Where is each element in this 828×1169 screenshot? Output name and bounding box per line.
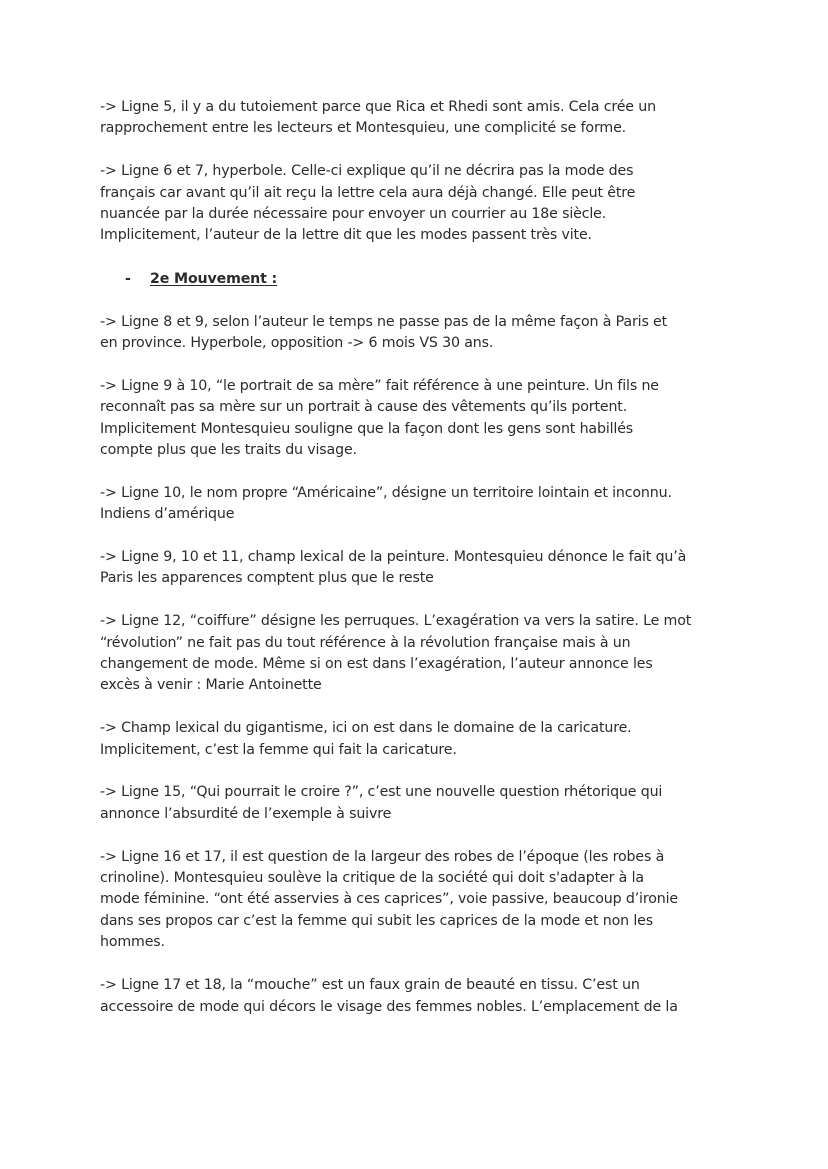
text-line: annonce l’absurdité de l’exemple à suivre bbox=[100, 805, 392, 822]
bullet-dash: - bbox=[125, 270, 131, 287]
text-line: rapprochement entre les lecteurs et Montesquieu, une complicité se forme. bbox=[100, 120, 627, 137]
document-body bbox=[100, 97, 740, 1039]
text-line: crinoline). Montesquieu soulève la critique de la société qui doit s'adapter à la bbox=[100, 870, 644, 887]
text-line: -> Champ lexical du gigantisme, ici on est dans le domaine de la caricature. bbox=[100, 720, 632, 737]
text-line: -> Ligne 17 et 18, la “mouche” est un faux grain de beauté en tissu. C’est un bbox=[100, 977, 640, 994]
text-line: -> Ligne 6 et 7, hyperbole. Celle-ci explique qu’il ne décrira pas la mode des bbox=[100, 163, 634, 180]
text-line: -> Ligne 9, 10 et 11, champ lexical de la peinture. Montesquieu dénonce le fait qu’à bbox=[100, 549, 687, 566]
paragraph-ligne-12 bbox=[100, 611, 740, 697]
text-line: -> Ligne 15, “Qui pourrait le croire ?”, c’est une nouvelle question rhétorique qui bbox=[100, 784, 663, 801]
paragraph-ligne-9-10-11 bbox=[100, 547, 740, 590]
paragraph-ligne-16-17 bbox=[100, 847, 740, 954]
text-line: changement de mode. Même si on est dans l’exagération, l’auteur annonce les bbox=[100, 656, 653, 673]
text-line: -> Ligne 8 et 9, selon l’auteur le temps ne passe pas de la même façon à Paris et bbox=[100, 313, 668, 330]
paragraph-ligne-15 bbox=[100, 782, 740, 825]
section-heading-text: 2e Mouvement : bbox=[150, 270, 278, 287]
text-line: mode féminine. “ont été asservies à ces caprices”, voie passive, beaucoup d’ironie bbox=[100, 891, 678, 908]
paragraph-ligne-10 bbox=[100, 483, 740, 526]
text-line: Implicitement, l’auteur de la lettre dit que les modes passent très vite. bbox=[100, 227, 592, 244]
text-line: “révolution” ne fait pas du tout référence à la révolution française mais à un bbox=[100, 634, 631, 651]
text-line: reconnaît pas sa mère sur un portrait à cause des vêtements qu’ils portent. bbox=[100, 399, 628, 416]
text-line: excès à venir : Marie Antoinette bbox=[100, 677, 322, 694]
text-line: Indiens d’amérique bbox=[100, 506, 235, 523]
section-heading bbox=[100, 269, 740, 290]
text-line: dans ses propos car c’est la femme qui subit les caprices de la mode et non les bbox=[100, 912, 653, 929]
text-line: nuancée par la durée nécessaire pour envoyer un courrier au 18e siècle. bbox=[100, 206, 607, 223]
text-line: -> Ligne 5, il y a du tutoiement parce que Rica et Rhedi sont amis. Cela crée un bbox=[100, 99, 656, 115]
text-line: Paris les apparences comptent plus que le reste bbox=[100, 570, 434, 587]
text-line: français car avant qu’il ait reçu la lettre cela aura déjà changé. Elle peut être bbox=[100, 184, 636, 201]
paragraph-ligne-8-9 bbox=[100, 312, 740, 355]
text-line: -> Ligne 16 et 17, il est question de la largeur des robes de l’époque (les robes à bbox=[100, 848, 665, 865]
text-line: accessoire de mode qui décors le visage des femmes nobles. L’emplacement de la bbox=[100, 998, 678, 1015]
text-line: Implicitement Montesquieu souligne que la façon dont les gens sont habillés bbox=[100, 420, 634, 437]
text-line: -> Ligne 12, “coiffure” désigne les perruques. L’exagération va vers la satire. Le mot bbox=[100, 613, 692, 630]
paragraph-gigantisme bbox=[100, 718, 740, 761]
paragraph-ligne-17-18 bbox=[100, 975, 740, 1018]
text-line: Implicitement, c’est la femme qui fait la caricature. bbox=[100, 741, 457, 758]
paragraph-ligne-5 bbox=[100, 97, 740, 140]
text-line: en province. Hyperbole, opposition -> 6 mois VS 30 ans. bbox=[100, 335, 494, 352]
paragraph-ligne-6-7 bbox=[100, 161, 740, 247]
text-line: hommes. bbox=[100, 934, 165, 951]
paragraph-ligne-9-10 bbox=[100, 376, 740, 462]
text-line: -> Ligne 9 à 10, “le portrait de sa mère” fait référence à une peinture. Un fils ne bbox=[100, 377, 659, 394]
text-line: compte plus que les traits du visage. bbox=[100, 442, 357, 459]
text-line: -> Ligne 10, le nom propre “Américaine”, désigne un territoire lointain et inconnu. bbox=[100, 484, 672, 501]
